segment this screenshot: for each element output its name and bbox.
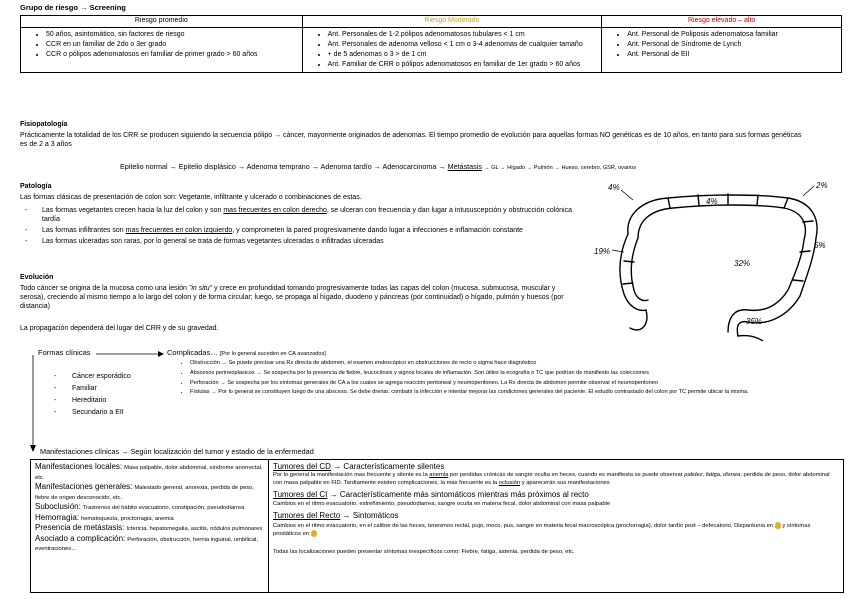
label-pct: 5% bbox=[814, 241, 826, 250]
cecum bbox=[630, 310, 647, 330]
ascending-colon bbox=[620, 234, 646, 310]
manif-item: Suboclusión: Trastornos del hábito evacuatorio, constipación, pseudodiarrea bbox=[35, 502, 245, 512]
arrow-right-icon bbox=[96, 350, 166, 358]
sequence-metastasis: Metástasis bbox=[447, 162, 482, 171]
cell-moderado bbox=[302, 28, 602, 73]
complicadas-list bbox=[176, 360, 848, 399]
list-item: • 50 años, asintomático, sin factores de riesgo bbox=[46, 30, 299, 39]
col-riesgo-elevado: Riesgo elevado – alto bbox=[602, 16, 842, 28]
list-item: - Secundario a EII bbox=[54, 408, 131, 417]
patologia-title: Patología bbox=[20, 183, 52, 190]
cd-heading: Tumores del CD → Característicamente silentes bbox=[273, 462, 445, 471]
cd-text: Por lo general la manifestación mas frecuente y silente es la anemia por perdidas crónicas de sangre oculta en heces, cuando es manifiesta se puede observar palidez, fatiga, disnea; perdida de peso, dolor abdominal con masa palpable en FID. Tardíamente existen complicaciones, la mas frecuente es la oclusión y aparecerán sus manifestaciones bbox=[273, 472, 830, 486]
colon-haustra bbox=[623, 194, 813, 284]
fisiopatologia-text: Prácticamente la totalidad de los CRR se producen siguiendo la secuencia pólipo → cáncer, mayormente originados de adenomas. El tiempo promedio de evolución para aquellas formas NO genéticas es de 10 años, en tanto para sus formas genéticas es de 2 a 3 años bbox=[20, 132, 802, 149]
risk-table bbox=[20, 15, 842, 73]
evolucion-text2: La propagación dependerá del lugar del CRR y de su gravedad. bbox=[20, 325, 219, 332]
recto-text: Cambios en el ritmo evacuatorio, en el calibre de las heces, tenesmos rectal, pujo, moco, pus, sangre en materia fecal macroscópica (proctorragia), dolor tardío post – defecatorio. Disparéunia en y síntomas prostáticos en bbox=[273, 522, 811, 538]
manif-item: Manifestaciones generales: Malestado general, anorexia, perdida de peso, fiebre de origen desconocido, etc. bbox=[35, 482, 254, 501]
manif-item: Hemorragia: hematoquezia, proctorragia, anemia bbox=[35, 512, 174, 522]
sequence-tail: → GL → Hígado → Pulmón → Hueso, cerebro, GSR, ovarios bbox=[483, 165, 637, 171]
female-icon bbox=[775, 522, 781, 529]
list-item: • Abscesos perineoplasicos → Se sospecha por la presencia de fiebre, leucocitosis y signos locales de inflamación. Son útiles la ecografía o TC que podrían de manifiesto las colecciones bbox=[190, 370, 848, 378]
list-item: • + de 5 adenomas o 3 > de 1 cm bbox=[328, 50, 599, 59]
colon-illustration bbox=[588, 176, 838, 341]
ascending-colon-inner bbox=[631, 238, 648, 301]
list-item: • Obstrucción → Se puede precisar una Rx directa de abdomen, el examen endoscópico en obstrucciones de recto o sigma hace diagnóstico bbox=[190, 360, 848, 368]
final-text: Todas las localizaciones pueden presentar síntomas inespecíficos como: Fiebre, fatiga, astenia, perdida de peso, etc. bbox=[273, 548, 575, 555]
cell-promedio bbox=[21, 28, 303, 73]
list-item: • CCR o pólipos adenomatosos en familiar de primer grado > 60 años bbox=[46, 50, 299, 59]
label-pct: 35% bbox=[746, 317, 763, 326]
list-item: • Ant. Familiar de CRR o pólipos adenomatosos en familiar de 1er grado > 60 años bbox=[328, 60, 599, 69]
ci-heading: Tumores del CI → Característicamente más sintomáticos mientras más próximos al recto bbox=[273, 490, 589, 500]
manifestaciones-title: Manifestaciones clínicas → Según localización del tumor y estadio de la enfermedad bbox=[40, 447, 314, 456]
list-item: • Ant. Personal de Síndrome de Lynch bbox=[627, 40, 838, 49]
manifestaciones-box bbox=[30, 459, 844, 593]
list-item: - Las formas vegetantes crecen hacia la luz del colon y son mas frecuentes en colon derecho, se ulceran con frecuencia y dan lugar a intususcepción y obstrucción colónica tardía bbox=[20, 206, 580, 224]
evolucion-text: Todo cáncer se origina de la mucosa como una lesión "in situ" y crece en profundidad tomando progresivamente todas las capas del colon (mucosa, submucosa, muscular y serosa), creciendo al mismo tiempo a lo largo del colon y de forma circular; luego, se propaga al hígado, duodeno y páncreas (por continuidad) o hígado, pulmón y huesos (por distancia) bbox=[20, 285, 564, 311]
patologia-intro: Las formas clásicas de presentación de colon son: Vegetante, infiltrante y ulcerado o combinaciones de estas. bbox=[20, 194, 362, 201]
label-pct: 2% bbox=[816, 181, 828, 190]
list-item: - Hereditario bbox=[54, 396, 131, 405]
complicadas-header: Complicadas… [Por lo general suceden en CA avanzados] bbox=[167, 348, 326, 357]
list-item: • Ant. Personal de EII bbox=[627, 50, 838, 59]
formas-label: Formas clínicas bbox=[38, 348, 91, 357]
pointer-line bbox=[621, 190, 633, 200]
formas-list bbox=[54, 372, 131, 420]
label-pct: 4% bbox=[608, 183, 620, 192]
arrow-down-icon bbox=[29, 355, 37, 453]
list-item: - Las formas infiltrantes son mas frecuentes en colon izquierdo, y comprometen la pared progresivamente dando lugar a infecciones e inflamación constante bbox=[20, 226, 580, 235]
list-item: • Ant. Personales de adenoma velloso < 1 cm o 3-4 adenomas de cualquier tamaño bbox=[328, 40, 599, 49]
list-item: • Ant. Personal de Poliposis adenomatosa familiar bbox=[627, 30, 838, 39]
col-riesgo-moderado: Riesgo Moderado bbox=[302, 16, 602, 28]
manifestaciones-right bbox=[269, 460, 843, 592]
male-icon bbox=[311, 530, 317, 537]
label-pct: 19% bbox=[594, 247, 611, 256]
evolucion-title: Evolución bbox=[20, 274, 54, 281]
sequence-main: Epitelio normal → Epitelio displásico → Adenoma temprano → Adenoma tardío → Adenocarcinoma → bbox=[120, 162, 446, 171]
manif-item: Presencia de metástasis: Ictericia, hepatomegalia, ascitis, nódulos pulmonares bbox=[35, 523, 263, 533]
label-pct: 32% bbox=[734, 259, 751, 268]
col-riesgo-promedio: Riesgo promedio bbox=[21, 16, 303, 28]
label-pct: 4% bbox=[706, 197, 718, 206]
fisiopatologia-title: Fisiopatología bbox=[20, 121, 68, 128]
colon-outer bbox=[628, 195, 817, 336]
list-item: • Fístulas → Por lo general se constituyen luego de una absceso. Se debe drenar, combatir la infección e intentar mejorar las condiciones generales del paciente. El estudio contrastado del colon por TC permite ubicar la misma. bbox=[190, 389, 848, 397]
recto-heading: Tumores del Recto → Sintomáticos bbox=[273, 511, 399, 521]
list-item: • CCR en un familiar de 2do o 3er grado bbox=[46, 40, 299, 49]
colon-inner bbox=[638, 205, 805, 332]
list-item: - Las formas ulceradas son raras, por lo general se trata de formas vegetantes ulceradas o infiltradas ulceradas bbox=[20, 237, 580, 246]
cell-elevado bbox=[602, 28, 842, 73]
page-title: Grupo de riesgo → Screening bbox=[20, 3, 126, 12]
pointer-line bbox=[803, 186, 814, 196]
list-item: • Ant. Personales de 1-2 pólipos adenomatosos tubulares < 1 cm bbox=[328, 30, 599, 39]
list-item: - Familiar bbox=[54, 384, 131, 393]
manif-item: Manifestaciones locales: Masa palpable, dolor abdominal, síndrome anorrectal, etc. bbox=[35, 462, 263, 481]
list-item: - Cáncer esporádico bbox=[54, 372, 131, 381]
manif-item: Asociado a complicación: Perforación, obstrucción, hernia inguinal, umbilical, eventraciones… bbox=[35, 533, 259, 553]
list-item: • Perforación → Se sospecha por los síntomas generales de CA a los cuales se agrega reacción peritoneal y neumoperitoneo. La Rx directa de abdomen permite observar el neumoperitoneo bbox=[190, 380, 848, 388]
sequence-line bbox=[120, 162, 840, 172]
sigmoid bbox=[738, 336, 766, 341]
patologia-list bbox=[20, 206, 580, 248]
manifestaciones-left bbox=[31, 460, 269, 592]
ci-text: Cambios en el ritmo evacuatorio, estreñimiento, pseudodiarrea, sangre oculta en materia fecal, dolor abdominal con masa palpable bbox=[273, 500, 611, 507]
